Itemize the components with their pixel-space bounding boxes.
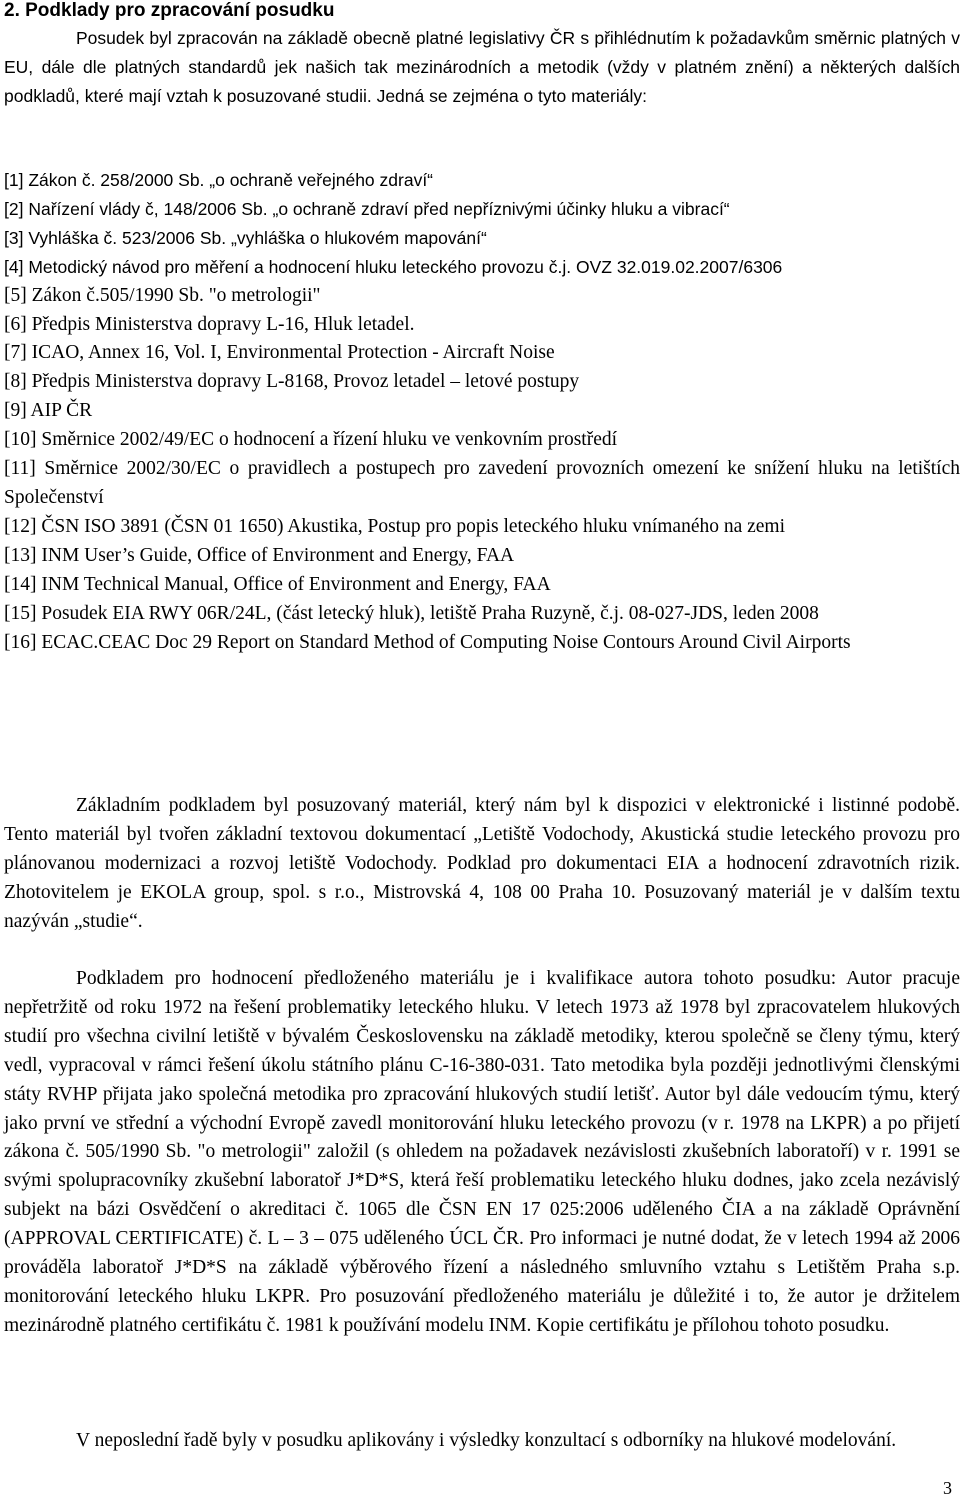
reference-item: [5] Zákon č.505/1990 Sb. "o metrologii" [4, 284, 321, 306]
reference-item: [11] Směrnice 2002/30/EC o pravidlech a postupech pro zavedení provozních omezení ke snížení hluku na letištích Společenství [4, 458, 960, 508]
page-number: 3 [943, 1478, 952, 1498]
reference-item: [2] Nařízení vlády č, 148/2006 Sb. „o ochraně zdraví před nepříznivými účinky hluku a vibrací“ [4, 198, 730, 219]
section-heading: 2. Podklady pro zpracování posudku [4, 0, 335, 21]
consultations-paragraph [4, 1427, 960, 1456]
reference-item: [9] AIP ČR [4, 400, 93, 422]
reference-item: [16] ECAC.CEAC Doc 29 Report on Standard Method of Computing Noise Contours Around Civil Airports [4, 631, 851, 653]
author-text: Podkladem pro hodnocení předloženého materiálu je i kvalifikace autora tohoto posudku: Autor pracuje nepřetržitě od roku 1972 na řešení problematiky leteckého hluku. V letech 1973 až 1978 byl zpracovatelem hlukových studií pro všechna civilní letiště v bývalém Československu na základě metodiky, kterou společně se členy týmu, který vedl, vypracoval v rámci řešení úkolu státního plánu C-16-380-031. Tato metodika byla později jednotlivými členskými státy RVHP přijata jako společná metodika pro zpracování hlukových studií letišť. Autor byl dále vedoucím týmu, který jako první ve střední a východní Evropě zavedl monitorování hluku leteckého provozu (v r. 1978 na LKPR) a po přijetí zákona č. 505/1990 Sb. "o metrologii" založil (s ohledem na požadavek nezávislosti zkušebních laboratoří) v r. 1991 se svými spolupracovníky zkušební laboratoř J*D*S, která řeší problematiku leteckého hluku dodnes, jako zcela nezávislý subjekt na bázi Osvědčení o akreditaci č. 1065 dle ČSN EN 17 025:2006 uděleného ČIA a na základě Oprávnění (APPROVAL CERTIFICATE) č. L – 3 – 075 uděleného ÚCL ČR. Pro informaci je nutné dodat, že v letech 1994 až 2006 prováděla laboratoř J*D*S na základě výběrového řízení a následného smluvního vztahu s Letištěm Praha s.p. monitorování leteckého hluku LKPR. Pro posuzování předloženého materiálu je důležité i to, že autor je držitelem mezinárodně platného certifikátu č. 1981 k používání modelu INM. Kopie certifikátu je přílohou tohoto posudku. [4, 968, 960, 1336]
reference-item: [12] ČSN ISO 3891 (ČSN 01 1650) Akustika, Postup pro popis leteckého hluku vnímaného na zemi [4, 515, 786, 537]
reference-item: [7] ICAO, Annex 16, Vol. I, Environmental Protection - Aircraft Noise [4, 342, 555, 364]
basis-paragraph [4, 792, 960, 937]
reference-list [4, 166, 960, 657]
reference-item: [13] INM User’s Guide, Office of Environment and Energy, FAA [4, 544, 515, 566]
author-paragraph [4, 965, 960, 1341]
intro-paragraph [4, 24, 960, 111]
reference-item: [3] Vyhláška č. 523/2006 Sb. „vyhláška o hlukovém mapování“ [4, 227, 487, 248]
basis-text: Základním podkladem byl posuzovaný materiál, který nám byl k dispozici v elektronické i listinné podobě. Tento materiál byl tvořen základní textovou dokumentací „Letiště Vodochody, Akustická studie leteckého provozu pro plánovanou modernizaci a rozvoj letiště Vodochody. Podklad pro dokumentaci EIA a hodnocení zdravotních rizik. Zhotovitelem je EKOLA group, spol. s r.o., Mistrovská 4, 108 00 Praha 10. Posuzovaný materiál je v dalším textu nazýván „studie“. [4, 795, 960, 932]
reference-item: [8] Předpis Ministerstva dopravy L-8168, Provoz letadel – letové postupy [4, 371, 580, 393]
reference-item: [4] Metodický návod pro měření a hodnocení hluku leteckého provozu č.j. OVZ 32.019.02.2007/6306 [4, 256, 783, 277]
reference-item: [14] INM Technical Manual, Office of Environment and Energy, FAA [4, 573, 551, 595]
reference-item: [6] Předpis Ministerstva dopravy L-16, Hluk letadel. [4, 313, 415, 335]
reference-item: [10] Směrnice 2002/49/EC o hodnocení a řízení hluku ve venkovním prostředí [4, 429, 618, 451]
consultations-text: V neposlední řadě byly v posudku aplikovány i výsledky konzultací s odborníky na hlukové modelování. [76, 1430, 897, 1451]
reference-item: [15] Posudek EIA RWY 06R/24L, (část letecký hluk), letiště Praha Ruzyně, č.j. 08-027-JDS, leden 2008 [4, 602, 819, 624]
intro-text: Posudek byl zpracován na základě obecně platné legislativy ČR s přihlédnutím k požadavkům směrnic platných v EU, dále dle platných standardů jek našich tak mezinárodních a metodik (vždy v platném znění) a některých dalších podkladů, které mají vztah k posuzované studii. Jedná se zejména o tyto materiály: [4, 28, 960, 106]
reference-item: [1] Zákon č. 258/2000 Sb. „o ochraně veřejného zdraví“ [4, 170, 434, 190]
